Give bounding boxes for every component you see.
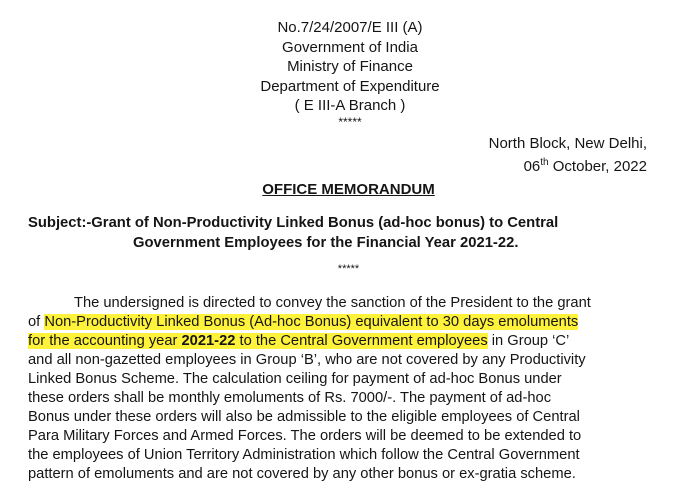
paragraph-line-10: pattern of emoluments and are not covered by any other bonus or ex-gratia scheme. xyxy=(28,466,576,482)
memorandum-title-wrap xyxy=(0,181,697,198)
paragraph-line-4: and all non-gazetted employees in Group ‘B’, who are not covered by any Productivity xyxy=(28,352,586,368)
reference-number: No.7/24/2007/E III (A) xyxy=(277,19,423,36)
paragraph-line-1: The undersigned is directed to convey the sanction of the President to the grant xyxy=(74,295,591,311)
department-name: Department of Expenditure xyxy=(260,77,440,95)
memorandum-title: OFFICE MEMORANDUM xyxy=(262,181,435,198)
date-suffix: th xyxy=(540,157,549,168)
subject-line-1: Subject:-Grant of Non-Productivity Linked Bonus (ad-hoc bonus) to Central xyxy=(28,215,559,231)
ministry-name: Ministry of Finance xyxy=(287,58,413,75)
date xyxy=(489,153,647,176)
paragraph-line-5: Linked Bonus Scheme. The calculation ceiling for payment of ad-hoc Bonus under xyxy=(28,371,562,387)
header-stars: ***** xyxy=(338,114,362,129)
location: North Block, New Delhi, xyxy=(488,135,647,152)
line2-prefix: of xyxy=(28,314,45,330)
paragraph-line-7: Bonus under these orders will also be admissible to the eligible employees of Central xyxy=(28,409,580,425)
branch-name: ( E III-A Branch ) xyxy=(294,97,406,114)
body-paragraph xyxy=(28,294,591,484)
paragraph-line-6: these orders shall be monthly emoluments of Rs. 7000/-. The payment of ad-hoc xyxy=(28,390,552,406)
subject xyxy=(28,213,673,253)
paragraph-line-8: Para Military Forces and Armed Forces. The orders will be deemed to be extended to xyxy=(28,428,582,444)
highlighted-bonus-text: Non-Productivity Linked Bonus (Ad-hoc Bonus) equivalent to 30 days emoluments xyxy=(44,314,579,330)
date-rest: October, 2022 xyxy=(548,158,647,175)
letterhead xyxy=(200,18,500,128)
subject-line-2: Government Employees for the Financial Year 2021-22. xyxy=(133,235,519,251)
date-day: 06 xyxy=(523,158,541,175)
highlighted-year-text-a: for the accounting year xyxy=(28,333,182,349)
highlighted-year: 2021-22 xyxy=(181,333,236,349)
government-name: Government of India xyxy=(282,38,418,56)
separator-stars: ***** xyxy=(337,263,360,275)
highlighted-year-text-b: to the Central Government employees xyxy=(235,333,488,349)
place-and-date xyxy=(489,134,647,176)
paragraph-line-9: the employees of Union Territory Administration which follow the Central Government xyxy=(28,447,580,463)
paragraph-line-3 xyxy=(28,332,591,351)
paragraph-line-2 xyxy=(28,313,591,332)
line3-suffix: in Group ‘C’ xyxy=(487,333,570,349)
